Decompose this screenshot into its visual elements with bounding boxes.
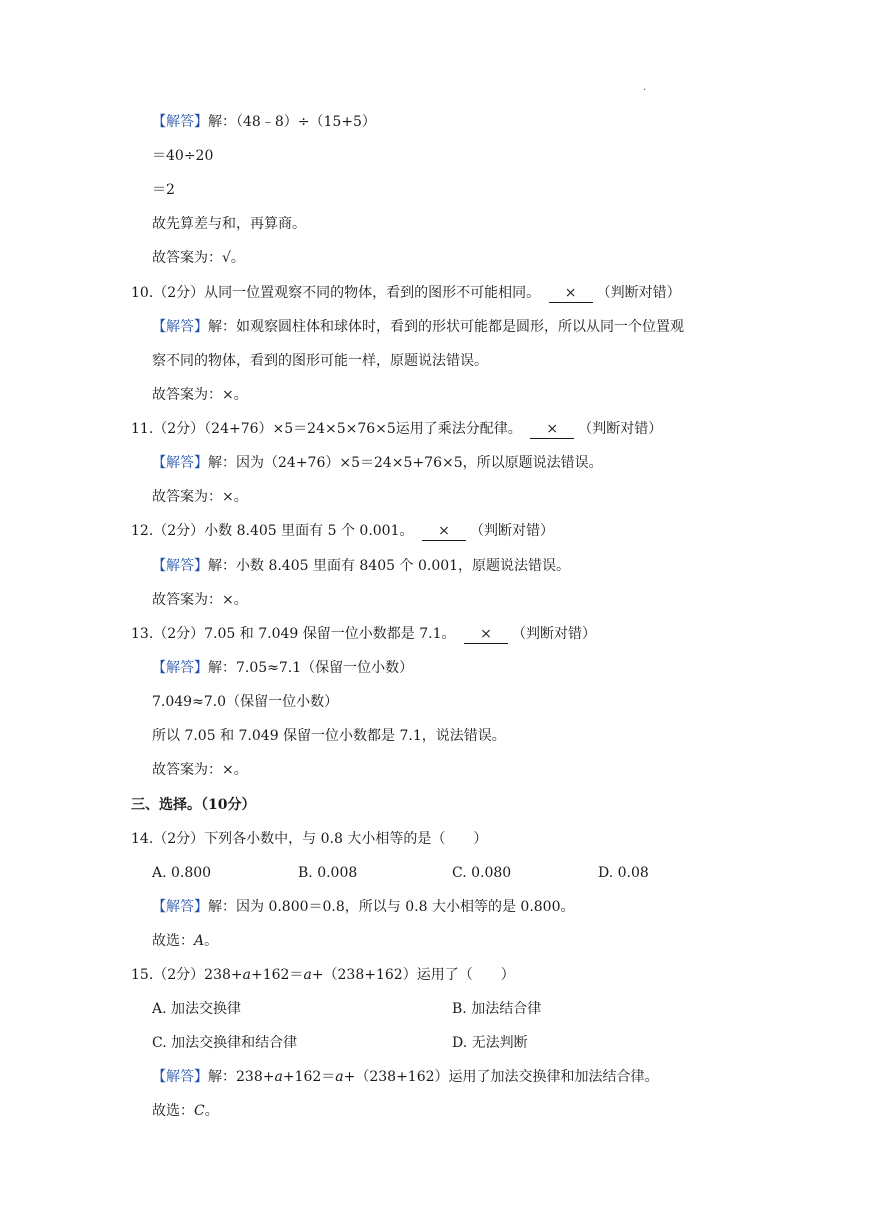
q10-question: 10.（2分）从同一位置观察不同的物体，看到的图形不可能相同。 × （判断对错） bbox=[131, 285, 681, 301]
q14-option-d: D. 0.08 bbox=[598, 865, 649, 881]
answer-tag: 【解答】 bbox=[152, 319, 208, 335]
q13-answer-blank: × bbox=[464, 625, 508, 644]
answer-tag: 【解答】 bbox=[152, 899, 208, 915]
q10-answer-blank: × bbox=[549, 284, 593, 303]
q14-option-c: C. 0.080 bbox=[452, 865, 512, 881]
q10-solution-line-1: 【解答】解：如观察圆柱体和球体时，看到的形状可能都是圆形，所以从同一个位置观 bbox=[152, 319, 684, 335]
q15-option-b: B. 加法结合律 bbox=[452, 1001, 542, 1017]
q9-solution-line-1: 【解答】解：（48﹣8）÷（15+5） bbox=[152, 114, 376, 130]
q15-answer: 故选：C。 bbox=[152, 1103, 219, 1119]
q12-solution: 【解答】解：小数 8.405 里面有 8405 个 0.001，原题说法错误。 bbox=[152, 558, 571, 574]
q15-option-d: D. 无法判断 bbox=[452, 1035, 528, 1051]
q15-solution: 【解答】解：238+a+162＝a+（238+162）运用了加法交换律和加法结合律。 bbox=[152, 1069, 659, 1085]
q14-option-a: A. 0.800 bbox=[152, 865, 212, 881]
q14-question: 14.（2分）下列各小数中，与 0.8 大小相等的是（ ） bbox=[131, 831, 488, 847]
q12-question: 12.（2分）小数 8.405 里面有 5 个 0.001。 × （判断对错） bbox=[131, 523, 554, 539]
answer-tag: 【解答】 bbox=[152, 558, 208, 574]
q14-option-b: B. 0.008 bbox=[298, 865, 358, 881]
q9-solution-line-2: ＝40÷20 bbox=[152, 148, 214, 164]
q13-solution-line-3: 所以 7.05 和 7.049 保留一位小数都是 7.1，说法错误。 bbox=[152, 728, 506, 744]
q10-solution-line-2: 察不同的物体，看到的图形可能一样，原题说法错误。 bbox=[152, 353, 488, 369]
answer-tag: 【解答】 bbox=[152, 1069, 208, 1085]
q11-answer: 故答案为：×。 bbox=[152, 489, 248, 505]
q9-solution-line-3: ＝2 bbox=[152, 182, 175, 198]
q11-question: 11.（2分）（24+76）×5＝24×5×76×5运用了乘法分配律。 × （判断对错） bbox=[131, 421, 663, 437]
answer-tag: 【解答】 bbox=[152, 660, 208, 676]
q13-solution-line-2: 7.049≈7.0（保留一位小数） bbox=[152, 694, 339, 710]
section-heading-choice: 三、选择。（10分） bbox=[131, 797, 256, 813]
q15-question: 15.（2分）238+a+162＝a+（238+162）运用了（ ） bbox=[131, 967, 515, 983]
q10-answer: 故答案为：×。 bbox=[152, 387, 248, 403]
q12-answer-blank: × bbox=[422, 522, 466, 541]
q11-answer-blank: × bbox=[530, 420, 574, 439]
q11-solution: 【解答】解：因为（24+76）×5＝24×5+76×5，所以原题说法错误。 bbox=[152, 455, 603, 471]
q12-answer: 故答案为：×。 bbox=[152, 592, 248, 608]
q9-answer: 故答案为：√。 bbox=[152, 250, 245, 266]
q14-answer: 故选：A。 bbox=[152, 933, 219, 949]
q13-question: 13.（2分）7.05 和 7.049 保留一位小数都是 7.1。 × （判断对错） bbox=[131, 626, 596, 642]
q14-solution: 【解答】解：因为 0.800＝0.8，所以与 0.8 大小相等的是 0.800。 bbox=[152, 899, 575, 915]
page-marker-dot: . bbox=[643, 82, 647, 93]
answer-tag: 【解答】 bbox=[152, 455, 208, 471]
q9-solution-line-4: 故先算差与和，再算商。 bbox=[152, 216, 306, 232]
q15-option-c: C. 加法交换律和结合律 bbox=[152, 1035, 298, 1051]
answer-tag: 【解答】 bbox=[152, 114, 208, 130]
q13-solution-line-1: 【解答】解：7.05≈7.1（保留一位小数） bbox=[152, 660, 414, 676]
q13-answer: 故答案为：×。 bbox=[152, 762, 248, 778]
q15-option-a: A. 加法交换律 bbox=[152, 1001, 242, 1017]
